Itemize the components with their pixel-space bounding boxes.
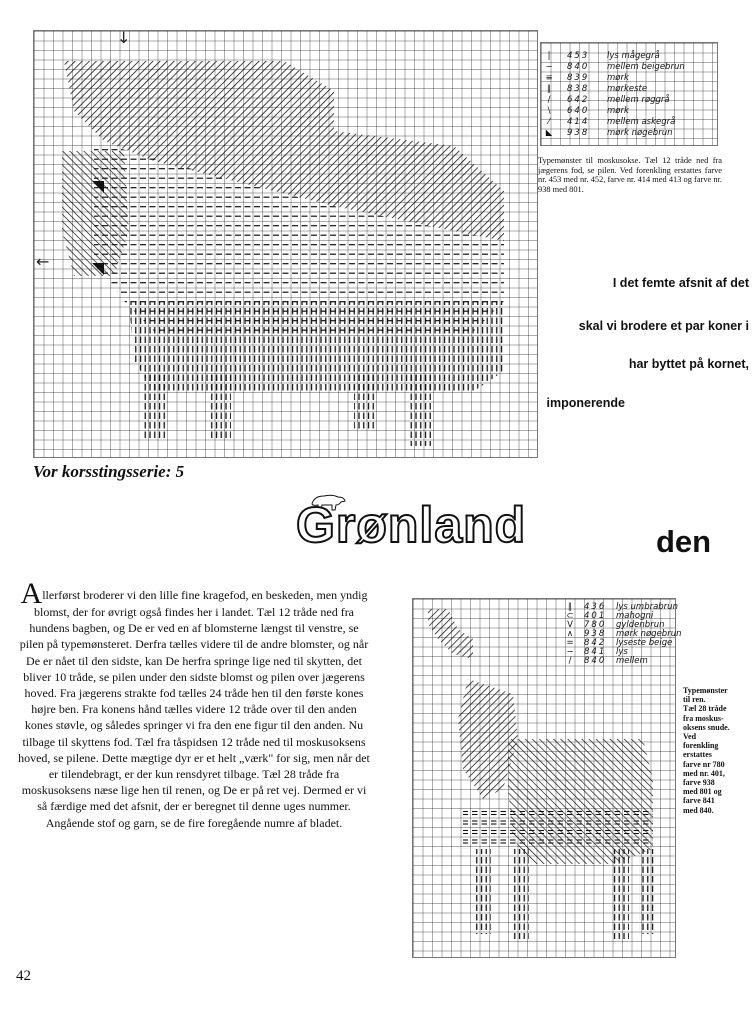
intro-line: skal vi brodere et par koner i (578, 319, 749, 333)
headline-word: Grønland (296, 497, 527, 553)
muskox-figure (34, 28, 537, 457)
article-body (18, 577, 370, 831)
muskox-caption: Typemønster til moskusokse. Tæl 12 tråde ned fra jægerens fod, se pilen. Ved forenkling erstattes farve nr. 453 med nr. 452, farve nr. 414 med 413 og farve nr. 938 med 801. (538, 156, 722, 194)
headline-word-2: den (656, 524, 712, 559)
intro-line: I det femte afsnit af det (612, 276, 749, 290)
arrow-left-icon: ← (36, 252, 50, 271)
arrow-down-icon: ↓ (117, 28, 131, 47)
muskox-pattern-chart (33, 30, 538, 458)
page-number: 42 (16, 968, 31, 984)
reindeer-color-legend: ∥ 436 lys umbrabrun ⊂ 401 mahogni V 780 gyldenbrun ∧ 938 mørk nøgebrun = 842 lyseste beige − 841 lys / 840 mellem (566, 602, 682, 666)
drop-cap: A (20, 577, 43, 610)
intro-line: har byttet på kornet, (628, 357, 749, 371)
body-text: llerførst broderer vi den lille fine kragefod, en beskeden, men yndig blomst, der for øvrigt også findes her i landet. Tæl 12 tråde ned fra hundens bagben, og De er ved en af blomsterne længst til venstre, se pilen på typemønsteret. Derfra tælles videre til de andre blomster, og når De er nået til den sidste, kan De herfra springe lige ned til skytten, det bliver 10 tråde, se pilen under den sidste blomst og pilen over jægerens hoved. Fra jægerens strakte fod tælles 24 tråde hen til den første kones højre ben. Fra konens hånd tælles videre 12 tråde over til den anden kones støvle, og således springer vi fra den ene figur til den anden. Nu tilbage til skyttens fod. Tæl fra tåspidsen 12 tråde ned til moskusoksens hoved, se pilene. Dette mægtige dyr er et helt „værk" for sig, men når det er tilendebragt, er der kun rensdyret tilbage. Tæl 28 tråde fra moskusoksens næse lige hen til renen, og De er på ret vej. Dermed er vi så færdige med det afsnit, der er beregnet til denne uges nummer. Angående stof og garn, se de fire foregående numre af bladet. (18, 588, 370, 830)
intro-line: imponerende (546, 396, 625, 410)
series-title: Vor korsstingsserie: 5 (33, 462, 185, 481)
muskox-color-legend: | 453 lys mågegrå − 840 mellem beigebrun ≡ 839 mørk ∥ 838 mørkeste / 642 mellem røggrå \ 640 mørk ⁄ 414 mellem askegrå ◣ 938 mørk nøgebrun (540, 42, 718, 146)
reindeer-caption: Typemønster til ren. Tæl 28 tråde fra moskus- oksens snude. Ved forenkling erstattes farve nr 780 med nr. 401, farve 938 med 801 og farve 841 med 840. (683, 686, 730, 815)
